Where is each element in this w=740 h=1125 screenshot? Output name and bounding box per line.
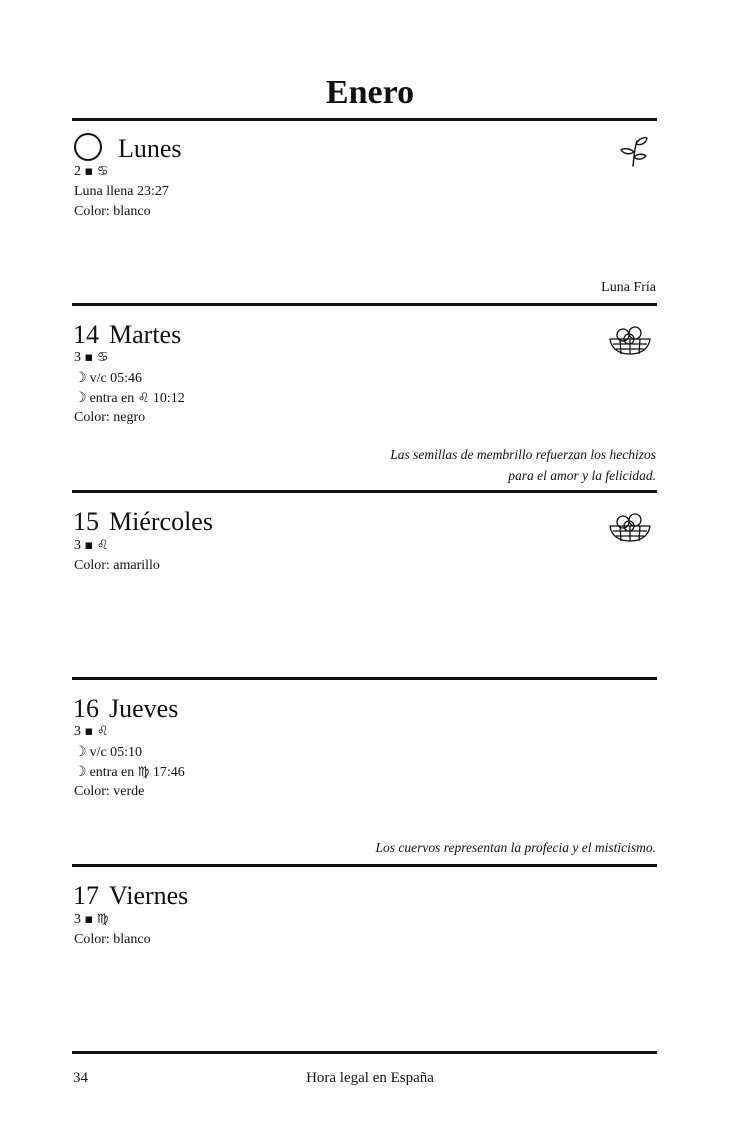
- day-name: Viernes: [109, 881, 189, 910]
- cancer-sign-icon: ♋: [96, 164, 109, 179]
- day-heading-jueves: [73, 694, 178, 724]
- day-number: 16: [73, 694, 99, 723]
- day-note: Luna Fría: [601, 280, 656, 295]
- day-heading-miercoles: [73, 507, 213, 537]
- day-name: Lunes: [118, 134, 182, 163]
- day-note: Los cuervos representan la profecia y el misticismo.: [375, 840, 656, 855]
- day-name: Jueves: [109, 694, 179, 723]
- divider-rule: [72, 303, 657, 306]
- day-number: 17: [73, 881, 99, 910]
- day-number: 14: [73, 320, 99, 349]
- crescent-moon-icon: ☽: [74, 370, 87, 386]
- day-line: ☽ entra en ♍ 17:46: [74, 764, 185, 780]
- day-name: Martes: [109, 320, 182, 349]
- day-note: Las semillas de membrillo refuerzan los hechizos: [390, 447, 656, 462]
- day-heading-viernes: [73, 881, 188, 911]
- plant-sprig-icon: [617, 135, 651, 169]
- day-line: Color: amarillo: [74, 558, 160, 573]
- day-line: 3 ▪ ♋: [74, 350, 109, 365]
- full-moon-circle-icon: [74, 133, 102, 161]
- day-heading-lunes: [73, 133, 182, 164]
- virgo-sign-icon: ♍: [96, 912, 109, 927]
- day-line: 2 ▪ ♋: [74, 164, 109, 179]
- day-note: para el amor y la felicidad.: [508, 468, 656, 483]
- divider-rule: [72, 677, 657, 680]
- page-number: 34: [73, 1070, 88, 1086]
- crescent-moon-icon: ☽: [74, 764, 87, 780]
- bullet-icon: ▪: [84, 912, 94, 927]
- cancer-sign-icon: ♋: [96, 350, 109, 365]
- leo-sign-icon: ♌: [96, 538, 109, 553]
- crescent-moon-icon: ☽: [74, 390, 87, 406]
- day-line: ☽ v/c 05:10: [74, 744, 143, 760]
- fruit-basket-icon: [607, 323, 653, 357]
- day-number: 15: [73, 507, 99, 536]
- day-line: Color: negro: [74, 410, 146, 425]
- day-line: 3 ▪ ♍: [74, 912, 109, 927]
- page-title: Enero: [325, 74, 415, 111]
- divider-rule: [72, 1051, 657, 1054]
- crescent-moon-icon: ☽: [74, 744, 87, 760]
- divider-rule: [72, 864, 657, 867]
- bullet-icon: ▪: [84, 538, 94, 553]
- day-line: ☽ entra en ♌ 10:12: [74, 390, 185, 406]
- bullet-icon: ▪: [84, 350, 94, 365]
- leo-sign-icon: ♌: [137, 391, 150, 406]
- day-heading-martes: [73, 320, 181, 350]
- fruit-basket-icon: [607, 510, 653, 544]
- day-name: Miércoles: [109, 507, 213, 536]
- day-line: Luna llena 23:27: [74, 184, 169, 199]
- divider-rule: [72, 490, 657, 493]
- day-line: 3 ▪ ♌: [74, 538, 109, 553]
- day-line: Color: blanco: [74, 204, 151, 219]
- bullet-icon: ▪: [84, 724, 94, 739]
- day-line: Color: verde: [74, 784, 145, 799]
- day-line: Color: blanco: [74, 932, 151, 947]
- bullet-icon: ▪: [84, 164, 94, 179]
- footer-caption: Hora legal en España: [306, 1070, 434, 1086]
- leo-sign-icon: ♌: [96, 724, 109, 739]
- divider-rule: [72, 118, 657, 121]
- day-line: 3 ▪ ♌: [74, 724, 109, 739]
- virgo-sign-icon: ♍: [137, 765, 150, 780]
- day-line: ☽ v/c 05:46: [74, 370, 143, 386]
